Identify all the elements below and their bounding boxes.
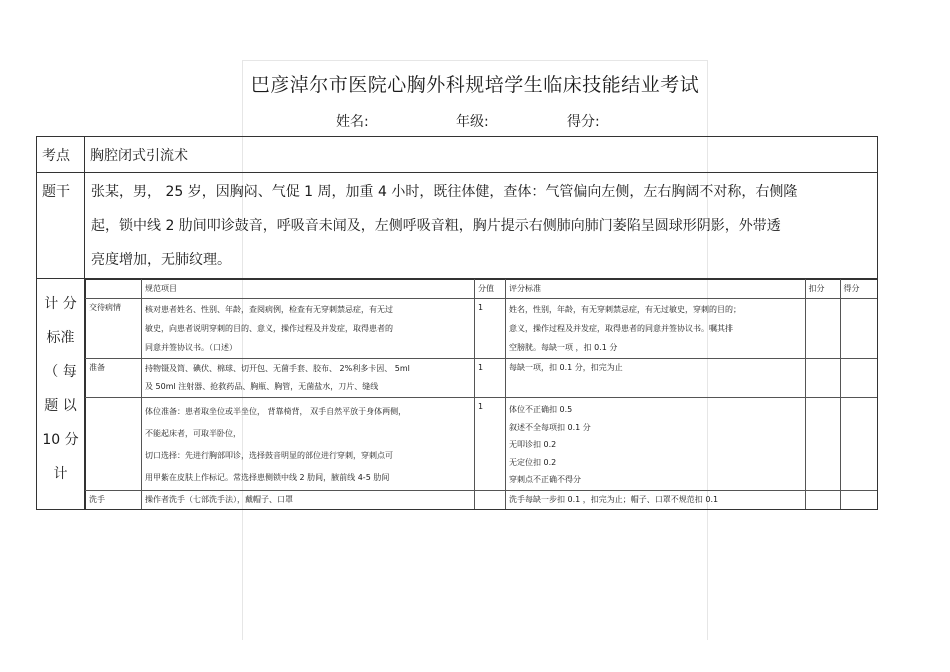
exam-title: 巴彦淖尔市医院心胸外科规培学生临床技能结业考试 (250, 74, 700, 96)
spec-header: 规范项目 (142, 280, 475, 299)
deduct-header: 扣分 (805, 280, 840, 299)
got-header: 得分 (840, 280, 877, 299)
scoring-detail-cell (85, 279, 878, 510)
exam-point-value: 胸腔闭式引流术 (85, 137, 878, 173)
got-cell[interactable] (840, 299, 877, 359)
spec-line: 持物镊及筒、碘伏、棉球、切开包、无菌手套、胶布、 2%利多卡因、 5ml (145, 364, 410, 373)
question-stem-text (85, 173, 878, 279)
row-criteria (506, 398, 806, 491)
row-spec (142, 299, 475, 359)
criteria-line: 姓名，性别，年龄，有无穿刺禁忌症，有无过敏史，穿刺的目的； (509, 305, 741, 314)
page-guide-horizontal (242, 60, 707, 61)
scoring-label-line: 计 (53, 466, 68, 482)
table-row (86, 359, 878, 398)
stem-line: 起，锁中线 2 肋间叩诊鼓音，呼吸音未闻及，左侧呼吸音粗，胸片提示右侧肺向肺门萎陷呈圆球形阴影，外带透 (91, 218, 781, 234)
stem-line: 张某，男， 25 岁，因胸闷、气促 1 周，加重 4 小时，既往体健，查体：气管偏向左侧，左右胸阔不对称，右侧隆 (91, 184, 798, 200)
scoring-row (37, 279, 878, 510)
deduct-cell[interactable] (805, 359, 840, 398)
points-header: 分值 (475, 280, 506, 299)
scoring-label-line: 标准 (46, 330, 75, 346)
scoring-table (85, 279, 877, 509)
spec-line: 体位准备：患者取坐位或半坐位， 背靠椅背， 双手自然平放于身体两侧， (145, 407, 407, 416)
spec-line: 切口选择：先进行胸部叩诊，选择鼓音明显的部位进行穿刺，穿刺点可 (145, 451, 393, 460)
got-cell[interactable] (840, 491, 877, 510)
exam-point-row (37, 137, 878, 173)
row-points (475, 491, 506, 510)
table-row (86, 398, 878, 491)
row-spec (142, 398, 475, 491)
spec-line: 不能起床者，可取半卧位， (145, 429, 241, 438)
table-row (86, 299, 878, 359)
criteria-line: 意义，操作过程及并发症，取得患者的同意并签协议书。嘱其排 (509, 324, 733, 333)
spec-line: 敏史，向患者说明穿刺的目的、意义，操作过程及并发症，取得患者的 (145, 324, 393, 333)
scoring-label-line: （ 每 (44, 364, 77, 380)
scoring-label-line: 10 分 (42, 432, 79, 448)
criteria-line: 无叩诊扣 0.2 (509, 440, 557, 449)
exam-table (36, 136, 878, 510)
row-criteria (506, 491, 806, 510)
spec-line: 操作者洗手（七部洗手法），戴帽子、口罩 (145, 495, 293, 504)
table-row (86, 491, 878, 510)
spec-line: 核对患者姓名、性别、年龄，查阅病例，检查有无穿刺禁忌症，有无过 (145, 305, 393, 314)
stem-line: 亮度增加，无肺纹理。 (91, 252, 231, 268)
row-points: 1 (475, 398, 506, 491)
exam-point-label: 考点 (37, 137, 85, 173)
scoring-header-row (86, 280, 878, 299)
spec-line: 同意并签协议书。（口述） (145, 343, 237, 352)
row-spec (142, 491, 475, 510)
criteria-header: 评分标准 (506, 280, 806, 299)
scoring-label-line: 题 以 (44, 398, 77, 414)
got-cell[interactable] (840, 398, 877, 491)
deduct-cell[interactable] (805, 299, 840, 359)
row-points: 1 (475, 299, 506, 359)
spec-line: 用甲紫在皮肤上作标记。常选择患侧锁中线 2 肋间，腋前线 4-5 肋间 (145, 473, 390, 482)
row-points: 1 (475, 359, 506, 398)
row-category: 洗手 (86, 491, 142, 510)
row-spec (142, 359, 475, 398)
criteria-line: 每缺一项，扣 0.1 分，扣完为止 (509, 363, 623, 372)
question-stem-label: 题干 (37, 173, 85, 279)
criteria-line: 穿刺点不正确不得分 (509, 475, 581, 484)
criteria-line: 无定位扣 0.2 (509, 457, 557, 467)
got-cell[interactable] (840, 359, 877, 398)
criteria-line: 体位不正确扣 0.5 (509, 405, 573, 414)
row-criteria (506, 359, 806, 398)
criteria-line: 叙述不全每项扣 0.1 分 (509, 422, 591, 432)
name-label: 姓名: (336, 114, 369, 130)
row-category: 交待病情 (86, 299, 142, 359)
category-header (86, 280, 142, 299)
criteria-line: 洗手每缺一步扣 0.1 ，扣完为止；帽子、口罩不规范扣 0.1 (509, 495, 719, 504)
scoring-standard-label (37, 279, 85, 510)
scoring-label-line: 计 分 (44, 296, 77, 312)
spec-line: 及 50ml 注射器、抢救药品、胸瓶、胸管，无菌盐水，刀片、缝线 (145, 382, 379, 391)
row-criteria (506, 299, 806, 359)
row-category: 准备 (86, 359, 142, 398)
deduct-cell[interactable] (805, 398, 840, 491)
question-stem-row (37, 173, 878, 279)
deduct-cell[interactable] (805, 491, 840, 510)
grade-label: 年级: (456, 114, 489, 130)
score-label: 得分: (567, 114, 600, 130)
criteria-line: 空膀胱。每缺一项 ，扣 0.1 分 (509, 343, 618, 352)
row-category (86, 398, 142, 491)
